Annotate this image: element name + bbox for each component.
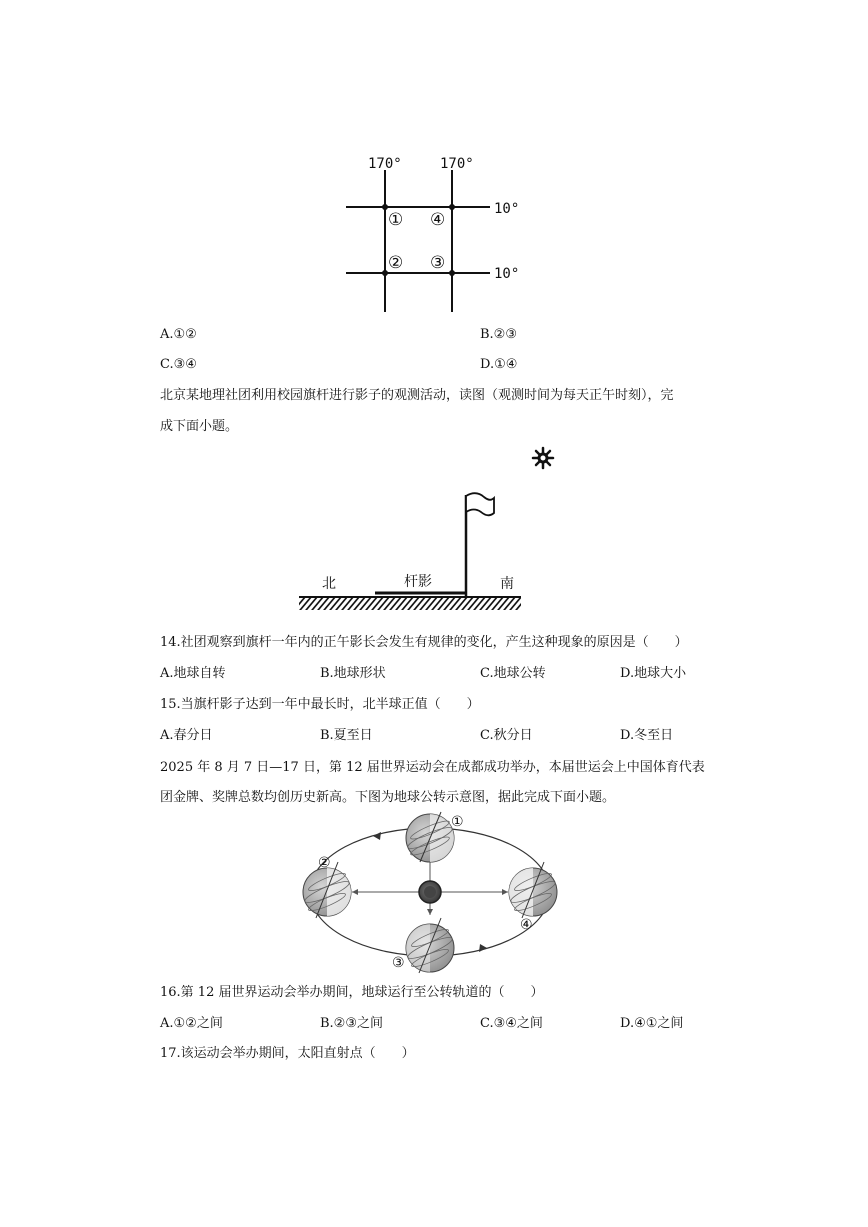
q15-option-c: C.秋分日	[480, 728, 533, 743]
label-north: 北	[322, 576, 336, 592]
lat-label-bottom: 10°	[494, 266, 520, 282]
q16-option-d: D.④①之间	[620, 1016, 684, 1031]
label-south: 南	[500, 576, 514, 592]
intro-games-line1: 2025 年 8 月 7 日—17 日，第 12 届世界运动会在成都成功举办，本届世运会上中国体育代表	[160, 760, 705, 775]
grid-marker-2: ②	[388, 253, 404, 273]
intro-games-line2: 团金牌、奖牌总数均创历史新高。下图为地球公转示意图，据此完成下面小题。	[160, 790, 616, 805]
q15-stem: 15.当旗杆影子达到一年中最长时，北半球正值（ ）	[160, 697, 480, 712]
lon-label-left: 170°	[368, 156, 402, 172]
q16-option-a: A.①②之间	[160, 1016, 223, 1031]
q16-option-c: C.③④之间	[480, 1016, 543, 1031]
earth-bottom	[406, 918, 454, 973]
lon-label-right: 170°	[440, 156, 474, 172]
earth-marker-1: ①	[451, 814, 464, 830]
q13-option-b: B.②③	[480, 327, 517, 342]
earth-marker-4: ④	[520, 917, 533, 933]
lat-label-top: 10°	[494, 201, 520, 217]
q14-option-b: B.地球形状	[320, 666, 386, 681]
q14-stem: 14.社团观察到旗杆一年内的正午影长会发生有规律的变化，产生这种现象的原因是（ ）	[160, 635, 688, 650]
q13-option-d: D.①④	[480, 357, 518, 372]
q16-option-b: B.②③之间	[320, 1016, 383, 1031]
q14-option-a: A.地球自转	[160, 666, 226, 681]
intro-shadow-line1: 北京某地理社团利用校园旗杆进行影子的观测活动，读图（观测时间为每天正午时刻），完	[160, 388, 674, 403]
q17-stem: 17.该运动会举办期间，太阳直射点（ ）	[160, 1046, 415, 1061]
intro-shadow-line2: 成下面小题。	[160, 419, 239, 434]
q15-option-a: A.春分日	[160, 728, 213, 743]
grid-marker-1: ①	[388, 210, 404, 230]
q13-option-a: A.①②	[160, 327, 197, 342]
grid-marker-3: ③	[430, 253, 446, 273]
grid-marker-4: ④	[430, 210, 446, 230]
earth-marker-2: ②	[318, 855, 331, 871]
q16-stem: 16.第 12 届世界运动会举办期间，地球运行至公转轨道的（ ）	[160, 985, 544, 1000]
earth-right	[509, 862, 557, 918]
q15-option-d: D.冬至日	[620, 728, 674, 743]
q15-option-b: B.夏至日	[320, 728, 373, 743]
q13-option-c: C.③④	[160, 357, 197, 372]
earth-top	[406, 812, 454, 862]
q14-option-d: D.地球大小	[620, 666, 687, 681]
earth-marker-3: ③	[392, 955, 405, 971]
q14-option-c: C.地球公转	[480, 666, 546, 681]
label-shadow: 杆影	[404, 574, 432, 590]
